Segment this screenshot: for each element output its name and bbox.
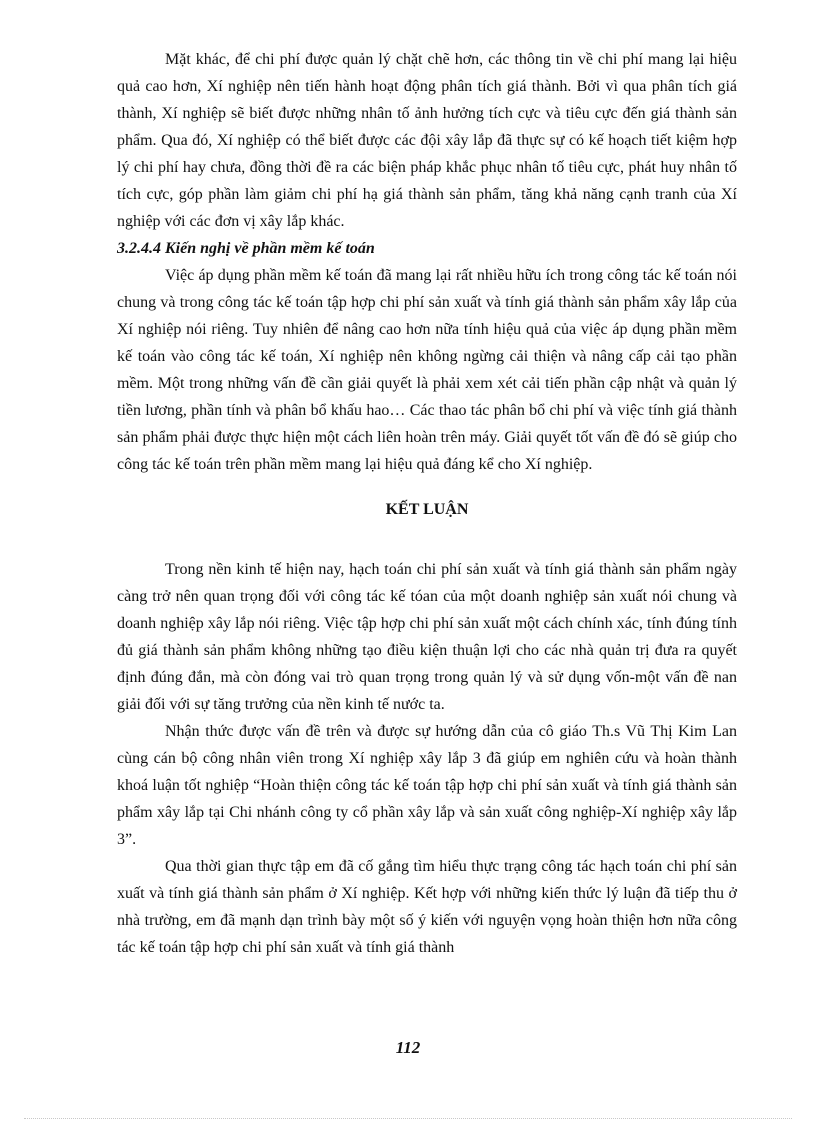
page-number: 112	[395, 1038, 421, 1057]
page-bottom-border	[24, 1118, 792, 1119]
spacer	[117, 523, 737, 556]
paragraph-conclusion-3: Qua thời gian thực tập em đã cố gắng tìm hiểu thực trạng công tác hạch toán chi phí sản xuất và tính giá thành sản phẩm ở Xí nghiệp. Kết hợp với những kiến thức lý luận đã tiếp thu ở nhà trường, em đã mạnh dạn trình bày một số ý kiến với nguyện vọng hoàn thiện hơn nữa công tác kế toán tập hợp chi phí sản xuất và tính giá thành	[117, 858, 737, 956]
document-page	[117, 46, 737, 961]
paragraph-accounting-software: Việc áp dụng phần mềm kế toán đã mang lại rất nhiều hữu ích trong công tác kế toán nói chung và trong công tác kế toán tập hợp chi phí sản xuất và tính giá thành sản phẩm xây lắp của Xí nghiệp nói riêng. Tuy nhiên để nâng cao hơn nữa tính hiệu quả của việc áp dụng phần mềm kế toán vào công tác kế toán, Xí nghiệp nên không ngừng cải thiện và nâng cấp cải tạo phần mềm. Một trong những vấn đề cần giải quyết là phải xem xét cải tiến phần cập nhật và quản lý tiền lương, phần tính và phân bổ khấu hao… Các thao tác phân bổ chi phí và việc tính giá thành sản phẩm phải được thực hiện một cách liên hoàn trên máy. Giải quyết tốt vấn đề đó sẽ giúp cho công tác kế toán trên phần mềm mang lại hiệu quả đáng kể cho Xí nghiệp.	[117, 267, 737, 473]
conclusion-title: KẾT LUẬN	[385, 501, 469, 518]
spacer	[117, 478, 737, 496]
paragraph-conclusion-2: Nhận thức được vấn đề trên và được sự hướng dẫn của cô giáo Th.s Vũ Thị Kim Lan cùng cán bộ công nhân viên trong Xí nghiệp xây lắp 3 đã giúp em nghiên cứu và hoàn thành khoá luận tốt nghiệp “Hoàn thiện công tác kế toán tập hợp chi phí sản xuất và tính giá thành sản phẩm xây lắp tại Chi nhánh công ty cổ phần xây lắp và sản xuất công nghiệp-Xí nghiệp xây lắp 3”.	[117, 723, 737, 848]
paragraph-cost-analysis: Mặt khác, để chi phí được quản lý chặt chẽ hơn, các thông tin về chi phí mang lại hiệu quả cao hơn, Xí nghiệp nên tiến hành hoạt động phân tích giá thành. Bởi vì qua phân tích giá thành, Xí nghiệp sẽ biết được những nhân tố ảnh hưởng tích cực và tiêu cực đến giá thành sản phẩm. Qua đó, Xí nghiệp có thể biết được các đội xây lắp đã thực sự có kế hoạch tiết kiệm hợp lý chi phí hay chưa, đồng thời đề ra các biện pháp khắc phục nhân tố tiêu cực, phát huy nhân tố tích cực, góp phần làm giảm chi phí hạ giá thành sản phẩm, tăng khả năng cạnh tranh của Xí nghiệp với các đơn vị xây lắp khác.	[117, 51, 737, 230]
paragraph-conclusion-1: Trong nền kinh tế hiện nay, hạch toán chi phí sản xuất và tính giá thành sản phẩm ngày càng trở nên quan trọng đối với công tác kế tóan của một doanh nghiệp sản xuất nói chung và doanh nghiệp xây lắp nói riêng. Việc tập hợp chi phí sản xuất một cách chính xác, tính đúng tính đủ giá thành sản phẩm không những tạo điều kiện thuận lợi cho các nhà quản trị đưa ra quyết định đúng đắn, mà còn đóng vai trò quan trọng trong quản lý và sử dụng vốn-một vấn đề nan giải đối với sự tăng trưởng của nền kinh tế nước ta.	[117, 561, 737, 713]
section-heading: 3.2.4.4 Kiến nghị về phần mềm kế toán	[117, 240, 375, 257]
